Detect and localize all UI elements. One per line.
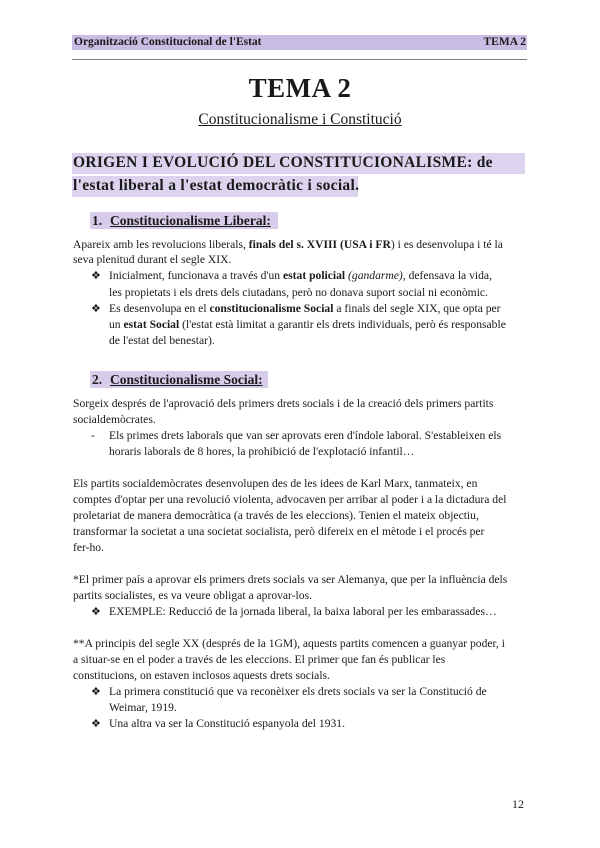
paragraph-line: seva plenitud durant el segle XIX. bbox=[73, 253, 232, 266]
bullet-line: EXEMPLE: Reducció de la jornada liberal, la baixa laboral per les embarassades… bbox=[109, 605, 497, 618]
bullet-line: Es desenvolupa en el constitucionalisme Social a finals del segle XIX, que opta per bbox=[109, 302, 501, 315]
running-header-topic: TEMA 2 bbox=[483, 36, 526, 48]
paragraph-line: Sorgeix després de l'aprovació dels primers drets socials i de la creació dels primers partits bbox=[73, 397, 494, 410]
bullet-line: Una altra va ser la Constitució espanyola del 1931. bbox=[109, 717, 345, 730]
paragraph-line: constitucions, on estaven inclosos aquests drets socials. bbox=[73, 669, 330, 682]
paragraph-line: partits socialistes, es va veure obligat a aprovar-los. bbox=[73, 589, 312, 602]
bullet-line: Inicialment, funcionava a través d'un estat policial (gandarme), defensava la vida, bbox=[109, 269, 492, 282]
section-heading-line2: l'estat liberal a l'estat democràtic i social. bbox=[73, 177, 360, 194]
diamond-bullet-icon: ❖ bbox=[91, 270, 101, 282]
paragraph-line: fer-ho. bbox=[73, 541, 104, 554]
subheading-title: Constitucionalisme Liberal: bbox=[110, 213, 271, 228]
diamond-bullet-icon: ❖ bbox=[91, 686, 101, 698]
subheading-number: 1. bbox=[92, 213, 103, 228]
paragraph-line: socialdemòcrates. bbox=[73, 413, 156, 426]
subheading-liberal bbox=[92, 213, 271, 229]
subheading-number: 2. bbox=[92, 372, 103, 387]
bullet-line: La primera constitució que va reconèixer els drets socials va ser la Constitució de bbox=[109, 685, 487, 698]
bullet-line: Els primes drets laborals que van ser aprovats eren d'índole laboral. S'estableixen els bbox=[109, 429, 502, 442]
bullet-line: les propietats i els drets dels ciutadans, però no donava suport social ni econòmic. bbox=[109, 286, 488, 299]
running-header-title: Organització Constitucional de l'Estat bbox=[74, 36, 262, 48]
bullet-line: Weimar, 1919. bbox=[109, 701, 177, 714]
bullet-line: de l'estat del benestar). bbox=[109, 334, 215, 347]
paragraph-line: a situar-se en el poder a través de les eleccions. El primer que fan és publicar les bbox=[73, 653, 446, 666]
paragraph-line: transformar la societat a una societat socialista, però difereix en el mètode i el procés per bbox=[73, 525, 485, 538]
paragraph-line: proletariat de manera democràtica (a través de les eleccions). Tenien el mateix objectiu, bbox=[73, 509, 479, 522]
page-subtitle: Constitucionalisme i Constitució bbox=[198, 111, 402, 128]
paragraph-line: *El primer país a aprovar els primers drets socials va ser Alemanya, que per la influència dels bbox=[73, 573, 508, 586]
paragraph-line: Els partits socialdemòcrates desenvolupen des de les idees de Karl Marx, tanmateix, en bbox=[73, 477, 478, 490]
section-heading-line1: ORIGEN I EVOLUCIÓ DEL CONSTITUCIONALISME: de bbox=[73, 154, 493, 171]
page-number: 12 bbox=[512, 797, 524, 811]
subheading-social bbox=[92, 372, 263, 388]
paragraph-line: comptes d'optar per una revolució violenta, advocaven per arribar al poder i a la dictadura del bbox=[73, 493, 507, 506]
page-title: TEMA 2 bbox=[248, 73, 352, 103]
diamond-bullet-icon: ❖ bbox=[91, 606, 101, 618]
bullet-line: horaris laborals de 8 hores, la prohibició de l'explotació infantil… bbox=[109, 445, 415, 458]
diamond-bullet-icon: ❖ bbox=[91, 718, 101, 730]
header-rule bbox=[72, 59, 527, 60]
dash-bullet: - bbox=[91, 429, 95, 442]
paragraph-line: Apareix amb les revolucions liberals, finals del s. XVIII (USA i FR) i es desenvolupa i té la bbox=[73, 238, 503, 251]
subheading-title: Constitucionalisme Social: bbox=[110, 372, 263, 387]
bullet-line: un estat Social (l'estat està limitat a garantir els drets individuals, però és responsable bbox=[109, 318, 506, 331]
paragraph-line: **A principis del segle XX (després de la 1GM), aquests partits comencen a guanyar poder, i bbox=[73, 637, 505, 650]
diamond-bullet-icon: ❖ bbox=[91, 303, 101, 315]
